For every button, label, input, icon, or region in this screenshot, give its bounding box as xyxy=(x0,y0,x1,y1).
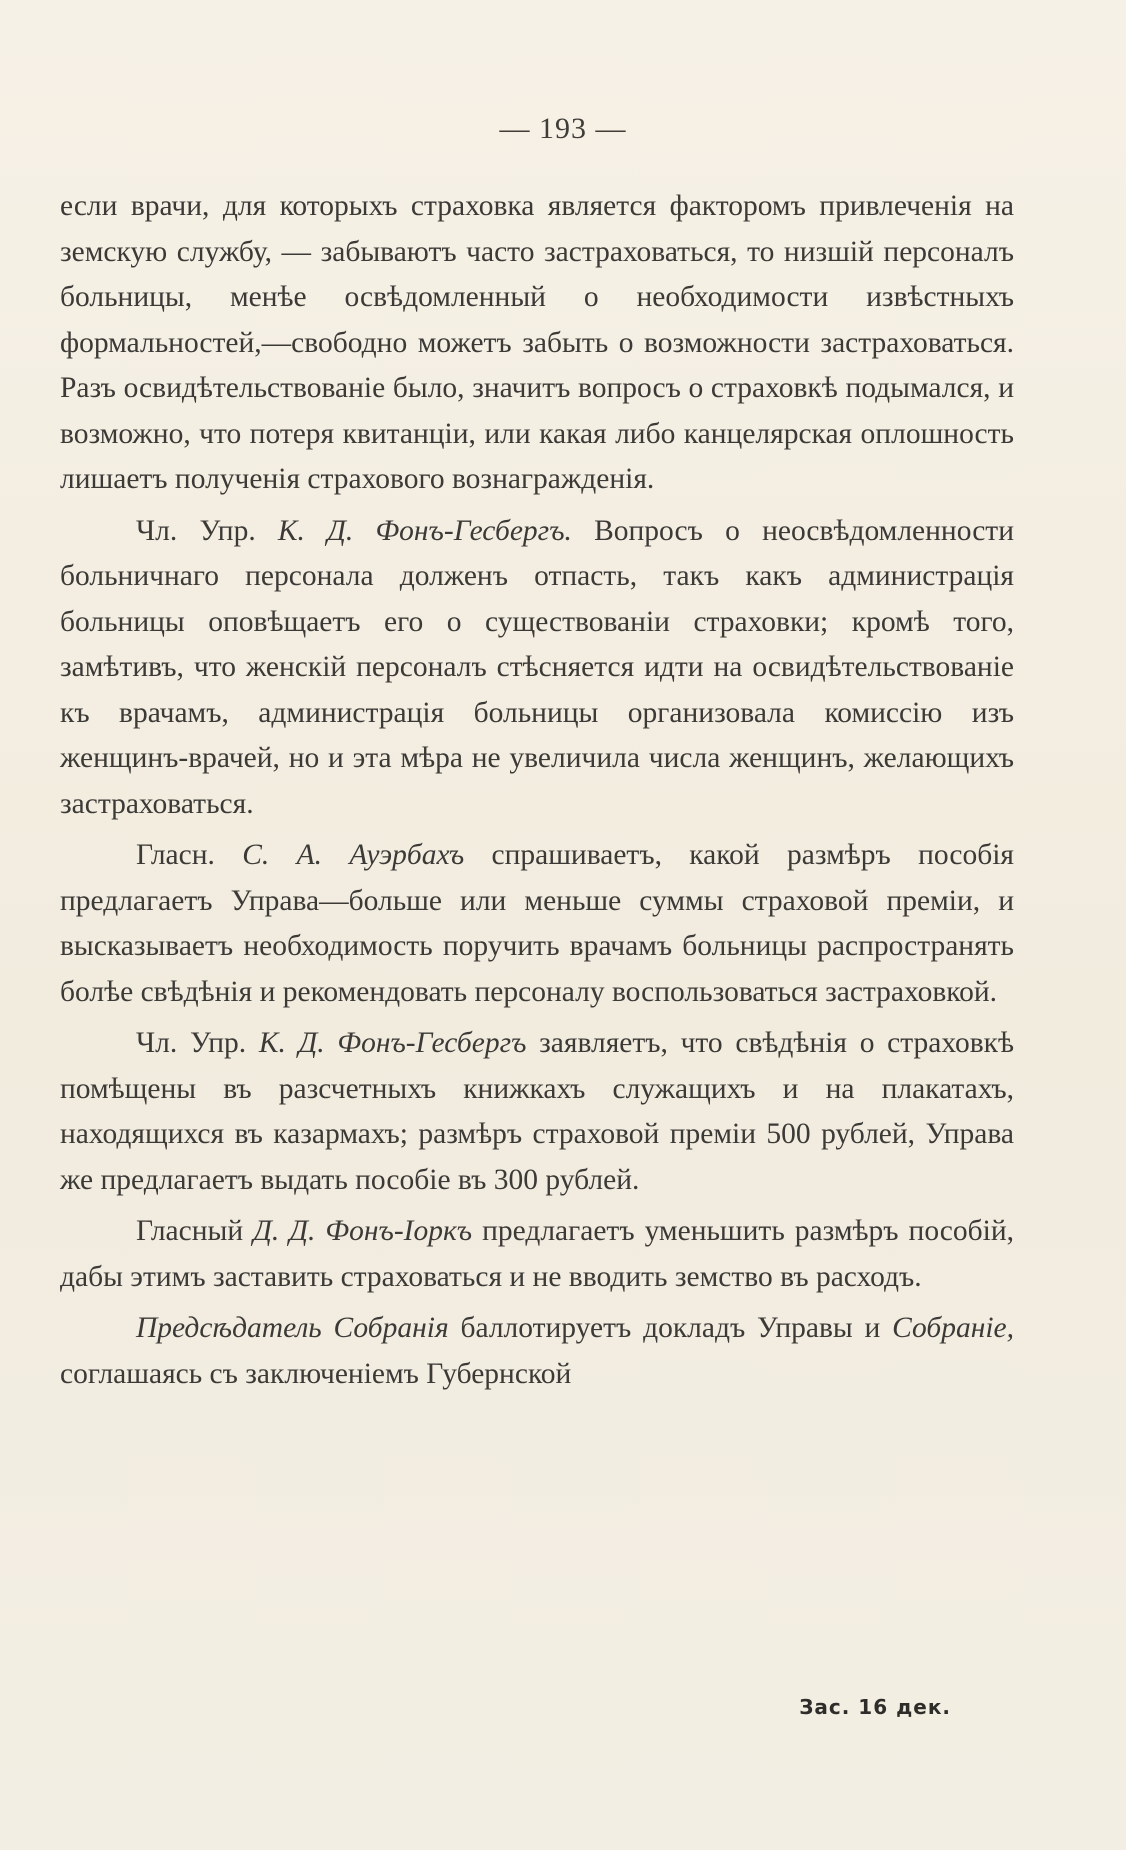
italic-name-run: Предсѣдатель Собранія xyxy=(136,1312,449,1344)
italic-name-run: Собраніе, xyxy=(892,1312,1014,1344)
paragraph xyxy=(60,1209,1014,1300)
paragraph xyxy=(60,1306,1014,1397)
text-run: Чл. Упр. xyxy=(136,1027,259,1059)
paragraph xyxy=(60,184,1014,503)
italic-name-run: К. Д. Фонъ-Гесбергъ. xyxy=(277,514,572,547)
paragraph xyxy=(60,833,1014,1015)
paragraph xyxy=(60,1021,1014,1203)
text-run: Гласный xyxy=(136,1215,254,1247)
text-run: предлагаетъ уменьшить размѣръ пособій, дабы этимъ заставить страховаться и не вводить земство въ расходъ. xyxy=(60,1215,1015,1293)
text-run: Чл. Упр. xyxy=(136,514,278,547)
italic-name-run: Д. Д. Фонъ-Іоркъ xyxy=(253,1215,473,1247)
italic-name-run: К. Д. Фонъ-Гесбергъ xyxy=(258,1027,527,1059)
text-run: соглашаясь съ заключеніемъ Губернской xyxy=(60,1357,572,1390)
italic-name-run: С. А. Ауэрбахъ xyxy=(242,839,465,871)
paragraph xyxy=(60,509,1014,828)
body-text xyxy=(60,184,1014,1403)
text-run: Гласн. xyxy=(136,839,243,871)
text-run: баллотируетъ докладъ Управы и xyxy=(448,1312,893,1344)
text-run: заявляетъ, что свѣдѣнія о страховкѣ помѣщены въ разсчетныхъ книжкахъ служащихъ и на плакатахъ, находящихся въ казармахъ; размѣръ страховой преміи 500 рублей, Управа же предлагаетъ выдать пособіе въ 300 рублей. xyxy=(60,1027,1014,1196)
margin-note-session-date: Зас. 16 дек. xyxy=(799,1695,951,1719)
page-number: — 193 — xyxy=(499,112,627,145)
text-run: спрашиваетъ, какой размѣръ пособія предлагаетъ Управа—больше или меньше суммы страховой преміи, и высказываетъ необходимость поручить врачамъ больницы распространять болѣе свѣдѣнія и рекомендовать персоналу воспользоваться застраховкой. xyxy=(60,839,1014,1008)
text-run: Вопросъ о неосвѣдомленности больничнаго персонала долженъ отпасть, такъ какъ администрація больницы оповѣщаетъ его о существованіи страховки; кромѣ того, замѣтивъ, что женскій персоналъ стѣсняется идти на освидѣтельствованіе къ врачамъ, администрація больницы организовала комиссію изъ женщинъ-врачей, но и эта мѣра не увеличила числа женщинъ, желающихъ застраховаться. xyxy=(60,514,1014,820)
text-run: если врачи, для которыхъ страховка является факторомъ привлеченія на земскую службу, — забываютъ часто застраховаться, то низшій персоналъ больницы, менѣе освѣдомленный о необходимости извѣстныхъ формальностей,—свободно можетъ забыть о возможности застраховаться. Разъ освидѣтельствованіе было, значитъ вопросъ о страховкѣ подымался, и возможно, что потеря квитанціи, или какая либо канцелярская оплошность лишаетъ полученія страхового вознагражденія. xyxy=(60,190,1014,495)
